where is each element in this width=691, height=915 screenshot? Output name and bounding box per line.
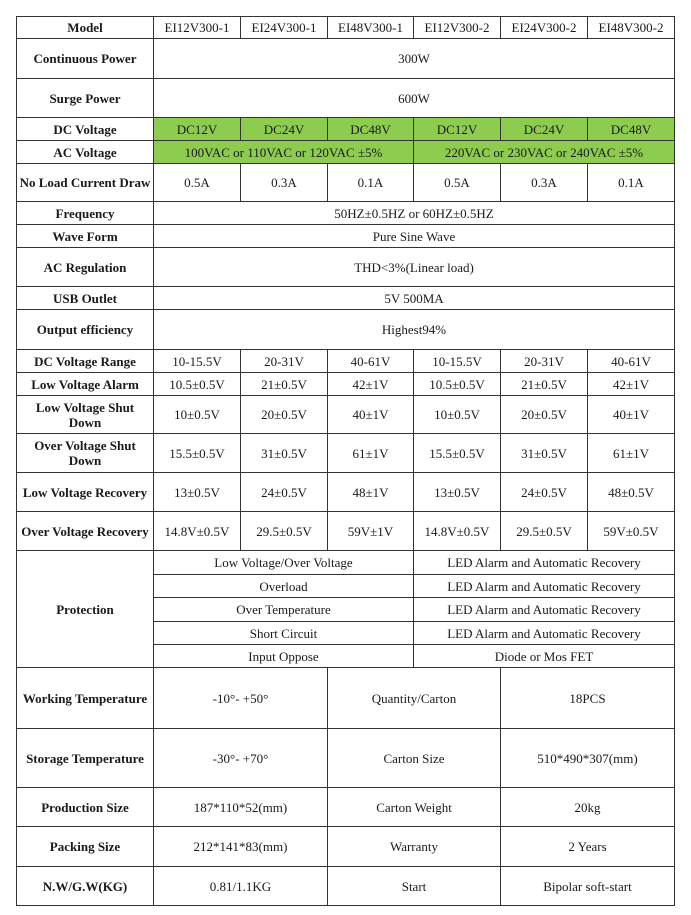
low-voltage-recovery-label: Low Voltage Recovery [17,473,154,512]
storage-temperature-value: -30°- +70° [154,729,328,788]
bottom-row [17,867,675,906]
nw-gw-label: N.W/G.W(KG) [17,867,154,906]
over-voltage-shutdown-cell: 15.5±0.5V [154,434,241,473]
over-voltage-recovery-cell: 29.5±0.5V [241,512,328,551]
protection-response: LED Alarm and Automatic Recovery [414,575,675,598]
bottom-row [17,788,675,827]
output-efficiency-label: Output efficiency [17,310,154,350]
dc-voltage-label: DC Voltage [17,118,154,141]
start-label: Start [328,867,501,906]
protection-condition: Over Temperature [154,598,414,622]
over-voltage-recovery-cell: 59V±1V [328,512,414,551]
over-voltage-recovery-cell: 29.5±0.5V [501,512,588,551]
model-cell: EI48V300-1 [328,17,414,39]
wave-form-row [17,225,675,248]
low-voltage-recovery-cell: 48±0.5V [588,473,675,512]
packing-size-label: Packing Size [17,827,154,867]
low-voltage-recovery-cell: 13±0.5V [414,473,501,512]
over-voltage-shutdown-cell: 31±0.5V [501,434,588,473]
low-voltage-shutdown-cell: 20±0.5V [501,396,588,434]
frequency-value: 50HZ±0.5HZ or 60HZ±0.5HZ [154,202,675,225]
usb-outlet-value: 5V 500MA [154,287,675,310]
model-cell: EI24V300-1 [241,17,328,39]
low-voltage-recovery-cell: 24±0.5V [241,473,328,512]
ac-regulation-row [17,248,675,287]
continuous-power-value: 300W [154,39,675,79]
protection-condition: Input Oppose [154,645,414,668]
usb-outlet-row [17,287,675,310]
over-voltage-shutdown-label: Over Voltage Shut Down [17,434,154,473]
working-temperature-label: Working Temperature [17,668,154,729]
bottom-row [17,729,675,788]
model-cell: EI48V300-2 [588,17,675,39]
protection-condition: Short Circuit [154,622,414,645]
low-voltage-alarm-cell: 42±1V [328,373,414,396]
dc-voltage-range-cell: 10-15.5V [154,350,241,373]
no-load-current-cell: 0.5A [414,164,501,202]
continuous-power-label: Continuous Power [17,39,154,79]
over-voltage-shutdown-cell: 15.5±0.5V [414,434,501,473]
over-voltage-shutdown-row [17,434,675,473]
low-voltage-alarm-cell: 21±0.5V [501,373,588,396]
low-voltage-shutdown-cell: 40±1V [328,396,414,434]
nw-gw-value: 0.81/1.1KG [154,867,328,906]
dc-voltage-range-cell: 40-61V [328,350,414,373]
wave-form-value: Pure Sine Wave [154,225,675,248]
no-load-current-cell: 0.1A [328,164,414,202]
model-cell: EI24V300-2 [501,17,588,39]
bottom-row [17,668,675,729]
frequency-row [17,202,675,225]
output-efficiency-row [17,310,675,350]
low-voltage-shutdown-row [17,396,675,434]
warranty-value: 2 Years [501,827,675,867]
no-load-current-cell: 0.1A [588,164,675,202]
ac-voltage-label: AC Voltage [17,141,154,164]
quantity-carton-value: 18PCS [501,668,675,729]
surge-power-value: 600W [154,79,675,118]
over-voltage-shutdown-cell: 61±1V [588,434,675,473]
working-temperature-value: -10°- +50° [154,668,328,729]
no-load-current-row [17,164,675,202]
no-load-current-cell: 0.3A [241,164,328,202]
low-voltage-alarm-cell: 10.5±0.5V [414,373,501,396]
dc-voltage-cell: DC48V [588,118,675,141]
low-voltage-alarm-label: Low Voltage Alarm [17,373,154,396]
dc-voltage-cell: DC24V [241,118,328,141]
protection-label: Protection [17,551,154,668]
ac-regulation-label: AC Regulation [17,248,154,287]
over-voltage-recovery-cell: 14.8V±0.5V [414,512,501,551]
ac-voltage-group2: 220VAC or 230VAC or 240VAC ±5% [414,141,675,164]
dc-voltage-cell: DC12V [414,118,501,141]
low-voltage-shutdown-cell: 40±1V [588,396,675,434]
surge-power-label: Surge Power [17,79,154,118]
dc-voltage-range-label: DC Voltage Range [17,350,154,373]
continuous-power-row [17,39,675,79]
model-cell: EI12V300-1 [154,17,241,39]
frequency-label: Frequency [17,202,154,225]
over-voltage-recovery-row [17,512,675,551]
low-voltage-shutdown-cell: 20±0.5V [241,396,328,434]
model-cell: EI12V300-2 [414,17,501,39]
header-row [17,17,675,39]
usb-outlet-label: USB Outlet [17,287,154,310]
dc-voltage-cell: DC24V [501,118,588,141]
output-efficiency-value: Highest94% [154,310,675,350]
no-load-current-label: No Load Current Draw [17,164,154,202]
carton-weight-value: 20kg [501,788,675,827]
protection-response: LED Alarm and Automatic Recovery [414,598,675,622]
protection-condition: Low Voltage/Over Voltage [154,551,414,575]
dc-voltage-range-cell: 10-15.5V [414,350,501,373]
quantity-carton-label: Quantity/Carton [328,668,501,729]
warranty-label: Warranty [328,827,501,867]
bottom-row [17,827,675,867]
spec-table [16,16,675,906]
protection-row [17,551,675,575]
low-voltage-alarm-cell: 10.5±0.5V [154,373,241,396]
protection-condition: Overload [154,575,414,598]
dc-voltage-range-cell: 20-31V [241,350,328,373]
dc-voltage-range-row [17,350,675,373]
low-voltage-shutdown-cell: 10±0.5V [414,396,501,434]
low-voltage-alarm-cell: 21±0.5V [241,373,328,396]
dc-voltage-cell: DC48V [328,118,414,141]
carton-size-label: Carton Size [328,729,501,788]
over-voltage-shutdown-cell: 31±0.5V [241,434,328,473]
low-voltage-recovery-cell: 24±0.5V [501,473,588,512]
ac-voltage-row [17,141,675,164]
low-voltage-recovery-row [17,473,675,512]
surge-power-row [17,79,675,118]
carton-weight-label: Carton Weight [328,788,501,827]
low-voltage-alarm-row [17,373,675,396]
over-voltage-recovery-cell: 59V±0.5V [588,512,675,551]
production-size-label: Production Size [17,788,154,827]
over-voltage-recovery-cell: 14.8V±0.5V [154,512,241,551]
storage-temperature-label: Storage Temperature [17,729,154,788]
over-voltage-recovery-label: Over Voltage Recovery [17,512,154,551]
protection-response: LED Alarm and Automatic Recovery [414,622,675,645]
low-voltage-alarm-cell: 42±1V [588,373,675,396]
packing-size-value: 212*141*83(mm) [154,827,328,867]
dc-voltage-range-cell: 40-61V [588,350,675,373]
low-voltage-shutdown-cell: 10±0.5V [154,396,241,434]
start-value: Bipolar soft-start [501,867,675,906]
ac-regulation-value: THD<3%(Linear load) [154,248,675,287]
protection-response: LED Alarm and Automatic Recovery [414,551,675,575]
ac-voltage-group1: 100VAC or 110VAC or 120VAC ±5% [154,141,414,164]
dc-voltage-cell: DC12V [154,118,241,141]
protection-response: Diode or Mos FET [414,645,675,668]
no-load-current-cell: 0.5A [154,164,241,202]
model-label: Model [17,17,154,39]
low-voltage-shutdown-label: Low Voltage Shut Down [17,396,154,434]
dc-voltage-range-cell: 20-31V [501,350,588,373]
no-load-current-cell: 0.3A [501,164,588,202]
wave-form-label: Wave Form [17,225,154,248]
carton-size-value: 510*490*307(mm) [501,729,675,788]
dc-voltage-row [17,118,675,141]
over-voltage-shutdown-cell: 61±1V [328,434,414,473]
low-voltage-recovery-cell: 48±1V [328,473,414,512]
production-size-value: 187*110*52(mm) [154,788,328,827]
low-voltage-recovery-cell: 13±0.5V [154,473,241,512]
